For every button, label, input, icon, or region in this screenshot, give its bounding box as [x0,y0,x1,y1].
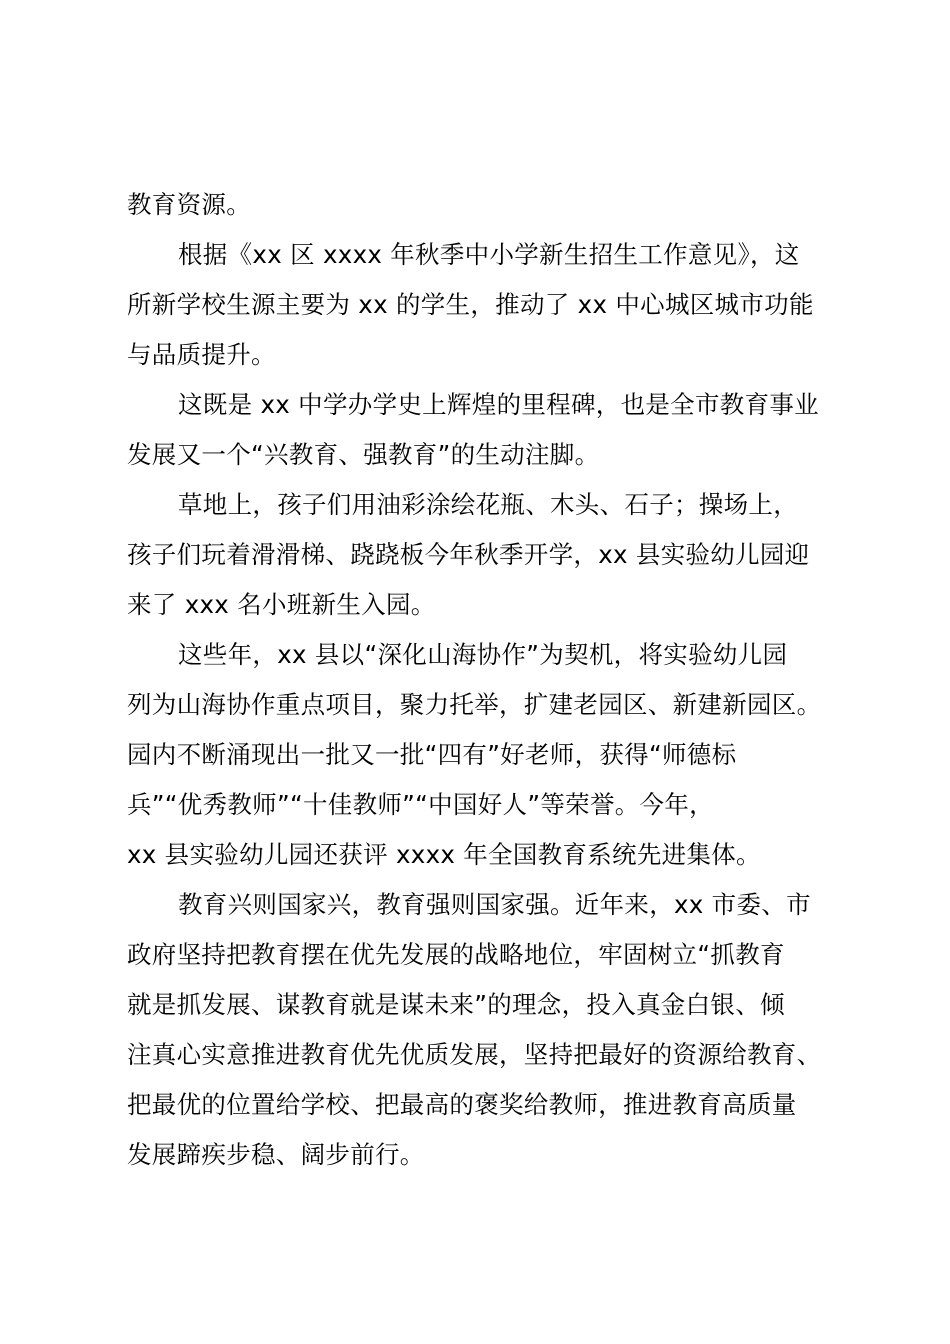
text-line: 把最优的位置给学校、把最高的褒奖给教师，推进教育高质量 [127,1090,797,1119]
text-line: 这些年，xx 县以“深化山海协作”为契机，将实验幼儿园 [178,640,788,669]
paragraph-5 [127,630,857,880]
paragraph-4 [127,480,857,630]
text-line: 园内不断涌现出一批又一批“四有”好老师，获得“师德标 [127,740,737,769]
text-line: 列为山海协作重点项目，聚力托举，扩建老园区、新建新园区。 [127,690,822,719]
paragraph-3 [127,380,857,480]
text-line: 草地上，孩子们用油彩涂绘花瓶、木头、石子；操场上， [178,490,798,519]
text-line: 教育资源。 [127,190,251,219]
text-line: 发展蹄疾步稳、阔步前行。 [127,1140,425,1169]
text-line: 所新学校生源主要为 xx 的学生，推动了 xx 中心城区城市功能 [127,290,814,319]
text-line: xx 县实验幼儿园还获评 xxxx 年全国教育系统先进集体。 [127,840,761,869]
text-line: 根据《xx 区 xxxx 年秋季中小学新生招生工作意见》，这 [178,240,800,269]
paragraph-1 [127,180,857,230]
paragraph-2 [127,230,857,380]
text-line: 孩子们玩着滑滑梯、跷跷板今年秋季开学，xx 县实验幼儿园迎 [127,540,810,569]
text-line: 发展又一个“兴教育、强教育”的生动注脚。 [127,440,600,469]
text-line: 政府坚持把教育摆在优先发展的战略地位，牢固树立“抓教育 [127,940,785,969]
text-line: 教育兴则国家兴，教育强则国家强。近年来，xx 市委、市 [178,890,811,919]
text-line: 与品质提升。 [127,340,276,369]
text-line: 来了 xxx 名小班新生入园。 [127,590,436,619]
text-line: 注真心实意推进教育优先优质发展，坚持把最好的资源给教育、 [127,1040,822,1069]
paragraph-6 [127,880,857,1180]
text-line: 这既是 xx 中学办学史上辉煌的里程碑，也是全市教育事业 [178,390,819,419]
text-line: 就是抓发展、谋教育就是谋未来”的理念，投入真金白银、倾 [127,990,785,1019]
text-line: 兵”“优秀教师”“十佳教师”“中国好人”等荣誉。今年， [127,790,714,819]
document-body [127,180,857,1180]
